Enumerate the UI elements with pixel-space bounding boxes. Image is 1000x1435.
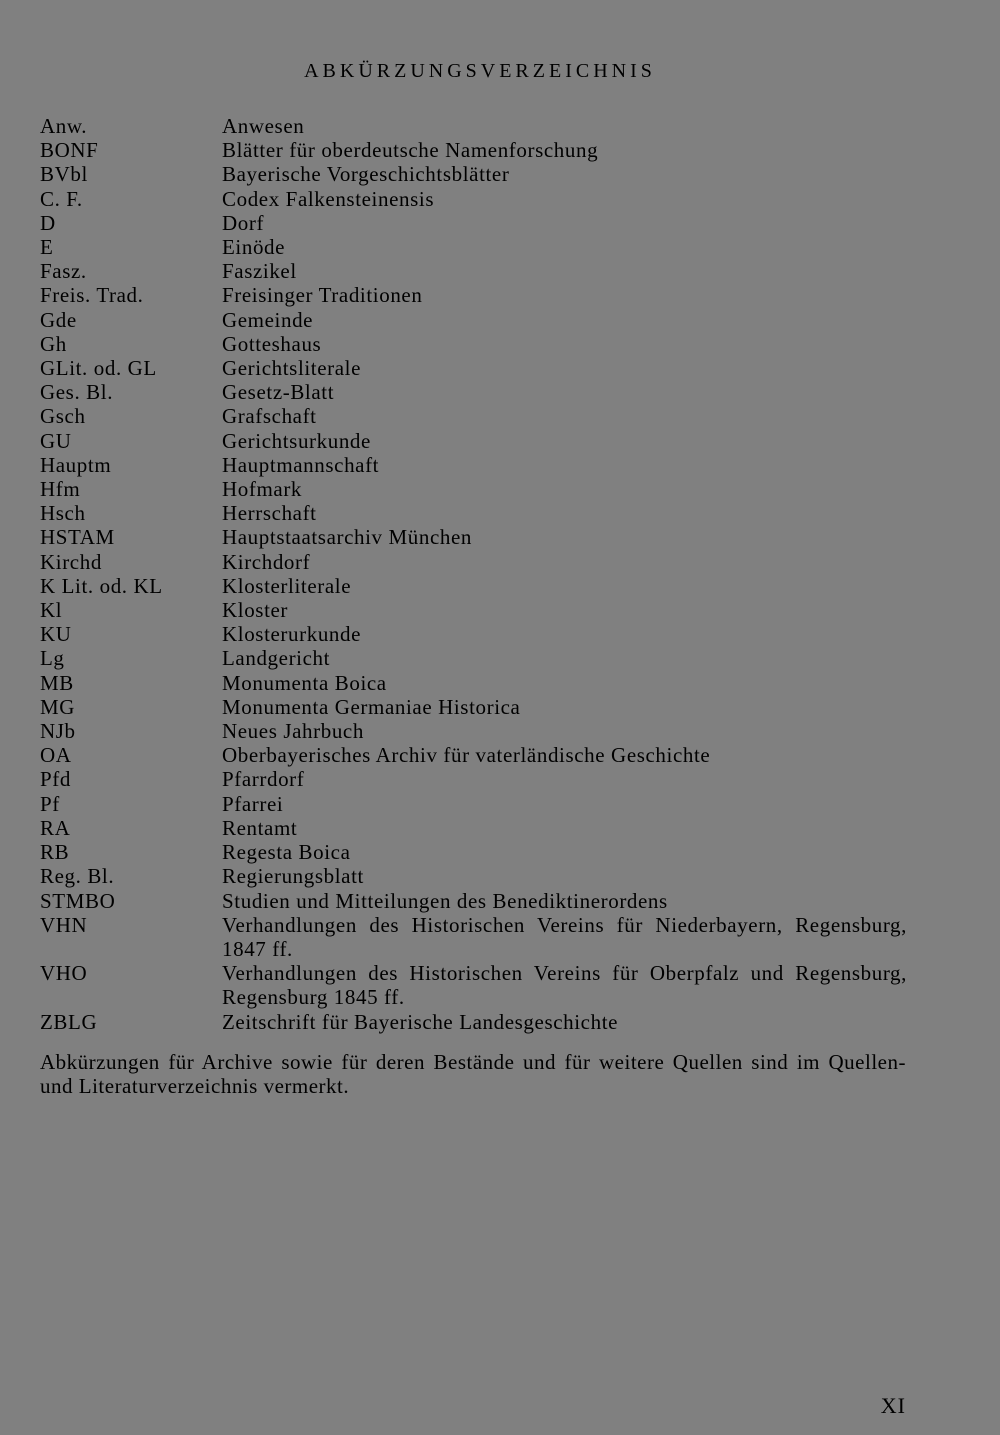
abbreviation: K Lit. od. KL (40, 573, 163, 598)
abbreviation-meaning: Blätter für oberdeutsche Namenforschung (222, 138, 599, 163)
abbreviation-meaning: Kirchdorf (222, 549, 311, 574)
abbreviation: KU (40, 622, 72, 647)
abbreviation-meaning: Gerichtsliterale (222, 356, 362, 381)
abbreviation: GU (40, 428, 72, 453)
abbreviation-meaning: Einöde (222, 235, 286, 260)
abbreviation-entry (40, 816, 920, 840)
abbreviation: RA (40, 815, 71, 840)
abbreviation-entry (40, 501, 920, 525)
abbreviation: Fasz. (40, 259, 87, 284)
abbreviation-meaning: Pfarrei (222, 791, 284, 816)
abbreviation-meaning: Gesetz-Blatt (222, 380, 335, 405)
abbreviation: Hfm (40, 477, 81, 502)
abbreviation-entry (40, 429, 920, 453)
abbreviation-entry (40, 308, 920, 332)
abbreviation: Hsch (40, 501, 86, 526)
abbreviation-entry (40, 719, 920, 743)
abbreviation: NJb (40, 719, 76, 744)
abbreviation: Pf (40, 791, 60, 816)
abbreviation-entry (40, 792, 920, 816)
abbreviation: Kirchd (40, 549, 102, 574)
abbreviation-list (40, 114, 920, 1034)
abbreviation: Anw. (40, 114, 88, 138)
abbreviation: D (40, 210, 56, 235)
abbreviation-entry (40, 622, 920, 646)
abbreviation: MB (40, 670, 74, 695)
abbreviation-meaning: Herrschaft (222, 501, 317, 526)
abbreviation: Gsch (40, 404, 86, 429)
abbreviation-meaning: Freisinger Traditionen (222, 283, 423, 308)
abbreviation-entry (40, 114, 920, 138)
abbreviation: Freis. Trad. (40, 283, 144, 308)
abbreviation: ZBLG (40, 1009, 98, 1034)
abbreviation-meaning: Hauptmannschaft (222, 452, 380, 477)
abbreviation-meaning: Verhandlungen des Historischen Vereins für Niederbayern, Regensburg, 1847 ff. (222, 912, 907, 961)
abbreviation: Hauptm (40, 452, 112, 477)
abbreviation-entry (40, 743, 920, 767)
abbreviation: VHN (40, 912, 88, 937)
abbreviation: Gde (40, 307, 77, 332)
abbreviation-meaning: Gemeinde (222, 307, 314, 332)
abbreviation-entry (40, 211, 920, 235)
abbreviation-meaning: Hauptstaatsarchiv München (222, 525, 473, 550)
abbreviation-entry (40, 404, 920, 428)
abbreviation-meaning: Monumenta Boica (222, 670, 387, 695)
abbreviation-entry (40, 283, 920, 307)
footnote: Abkürzungen für Archive sowie für deren Bestände und für weitere Quellen sind im Quellen- und Literaturverzeichnis vermerkt. (40, 1050, 906, 1098)
abbreviation-entry (40, 864, 920, 888)
abbreviation-meaning: Faszikel (222, 259, 297, 284)
abbreviation-meaning: Regierungsblatt (222, 864, 364, 889)
abbreviation: Pfd (40, 767, 71, 792)
abbreviation: RB (40, 840, 70, 865)
abbreviation-entry (40, 671, 920, 695)
abbreviation-entry (40, 840, 920, 864)
abbreviation: Ges. Bl. (40, 380, 114, 405)
abbreviation-meaning: Rentamt (222, 815, 298, 840)
abbreviation-meaning: Grafschaft (222, 404, 317, 429)
abbreviation-meaning: Regesta Boica (222, 840, 351, 865)
abbreviation: STMBO (40, 888, 116, 913)
abbreviation: HSTAM (40, 525, 115, 550)
abbreviation: MG (40, 694, 76, 719)
abbreviation: VHO (40, 961, 88, 986)
abbreviation-entry (40, 889, 920, 913)
abbreviation-meaning: Oberbayerisches Archiv für vaterländische Geschichte (222, 743, 711, 768)
abbreviation-meaning: Verhandlungen des Historischen Vereins für Oberpfalz und Regensburg, Regensburg 1845 ff. (222, 961, 907, 1010)
abbreviation: Kl (40, 598, 63, 623)
abbreviation-meaning: Landgericht (222, 646, 331, 671)
abbreviation-entry (40, 695, 920, 719)
abbreviation-meaning: Studien und Mitteilungen des Benediktinerordens (222, 888, 668, 913)
abbreviation-entry (40, 453, 920, 477)
abbreviation: Lg (40, 646, 65, 671)
abbreviation-entry (40, 162, 920, 186)
abbreviation-entry (40, 187, 920, 211)
abbreviation-entry (40, 961, 920, 1009)
abbreviation-entry (40, 574, 920, 598)
abbreviation-meaning: Pfarrdorf (222, 767, 305, 792)
abbreviation-entry (40, 477, 920, 501)
abbreviation: OA (40, 743, 72, 768)
abbreviation-meaning: Hofmark (222, 477, 303, 502)
abbreviation-entry (40, 646, 920, 670)
abbreviation-entry (40, 598, 920, 622)
abbreviation: E (40, 235, 54, 260)
abbreviation-meaning: Kloster (222, 598, 289, 623)
abbreviation-entry (40, 380, 920, 404)
abbreviation-meaning: Klosterliterale (222, 573, 352, 598)
abbreviation-entry (40, 525, 920, 549)
abbreviation: Reg. Bl. (40, 864, 115, 889)
abbreviation-entry (40, 913, 920, 961)
abbreviation-entry (40, 235, 920, 259)
abbreviation-meaning: Neues Jahrbuch (222, 719, 364, 744)
abbreviation: Gh (40, 331, 67, 356)
abbreviation-entry (40, 550, 920, 574)
abbreviation-entry (40, 1010, 920, 1034)
abbreviation-meaning: Gerichtsurkunde (222, 428, 371, 453)
abbreviation-meaning: Gotteshaus (222, 331, 322, 356)
abbreviation-entry (40, 332, 920, 356)
abbreviation: BONF (40, 138, 99, 163)
abbreviation-entry (40, 259, 920, 283)
abbreviation-meaning: Zeitschrift für Bayerische Landesgeschichte (222, 1009, 619, 1034)
abbreviation-meaning: Anwesen (222, 114, 305, 138)
abbreviation: BVbl (40, 162, 88, 187)
abbreviation: C. F. (40, 186, 83, 211)
page-number: XI (880, 1393, 906, 1418)
abbreviation-entry (40, 138, 920, 162)
abbreviation-meaning: Codex Falkensteinensis (222, 186, 435, 211)
abbreviation: GLit. od. GL (40, 356, 157, 381)
abbreviation-meaning: Monumenta Germaniae Historica (222, 694, 521, 719)
page-title: ABKÜRZUNGSVERZEICHNIS (304, 60, 656, 82)
abbreviation-entry (40, 356, 920, 380)
abbreviation-meaning: Dorf (222, 210, 265, 235)
abbreviation-entry (40, 767, 920, 791)
abbreviation-meaning: Bayerische Vorgeschichtsblätter (222, 162, 510, 187)
abbreviation-meaning: Klosterurkunde (222, 622, 362, 647)
